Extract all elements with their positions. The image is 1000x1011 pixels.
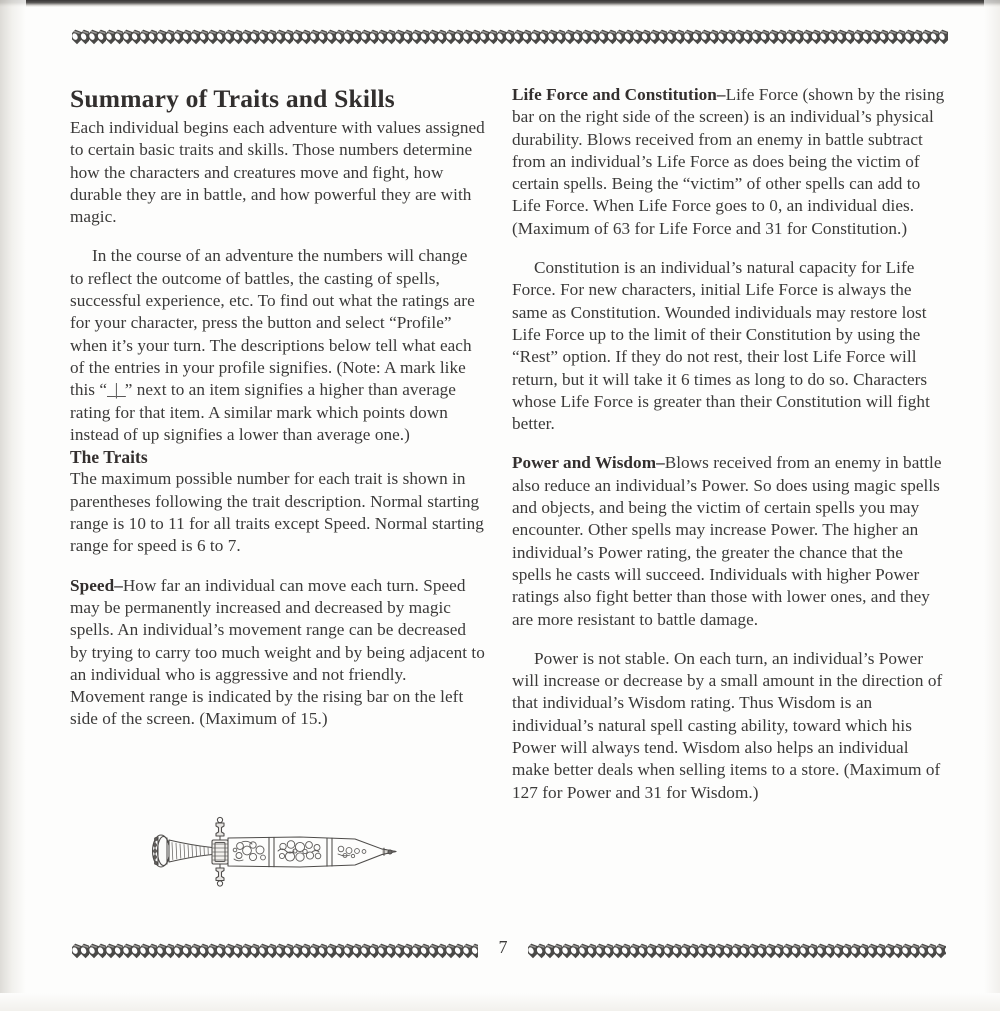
speed-paragraph bbox=[70, 575, 485, 731]
scan-right-shadow-artifact bbox=[984, 0, 1000, 1011]
power-paragraph bbox=[512, 452, 946, 630]
traits-paragraph: The maximum possible number for each trait is shown in parentheses following the trait description. Normal starting range is 10 to 11 for all traits except Speed. Normal starting range for speed is 6 to 7. bbox=[70, 469, 484, 556]
profile-paragraph-part-two: ” next to an item signifies a higher than average rating for that item. A similar mark which points down instead of up signifies a lower than average one.) bbox=[70, 380, 456, 444]
page-title: Summary of Traits and Skills bbox=[70, 84, 395, 113]
life-force-lead-in: Life Force and Constitution bbox=[512, 85, 717, 104]
power-dash: – bbox=[656, 453, 665, 473]
wisdom-paragraph: Power is not stable. On each turn, an individual’s Power will increase or decrease by a small amount in the direction of that individual’s Wisdom rating. Thus Wisdom is an individual’s natural spell casting ability, toward which his Power will always tend. Wisdom also helps an individual make better deals when selling items to a store. (Maximum of 127 for Power and 31 for Wisdom.) bbox=[512, 648, 943, 802]
speed-dash: – bbox=[114, 575, 123, 595]
constitution-paragraph: Constitution is an individual’s natural capacity for Life Force. For new characters, initial Life Force is always the same as Constitution. Wounded individuals may restore lost Life Force up to the limit of their Constitution by using the “Rest” option. If they do not rest, their lost Life Force will return, but it will take it 6 times as long to do so. Characters whose Life Force is greater than their Constitution will fight better. bbox=[512, 258, 930, 434]
higher-than-average-rating-mark: _|_ bbox=[107, 380, 125, 400]
speed-lead-in: Speed bbox=[70, 575, 115, 595]
bottom-right-chain-rule-ornament bbox=[528, 940, 946, 961]
scan-left-shadow-artifact bbox=[0, 0, 26, 1011]
profile-paragraph-part-one: In the course of an adventure the numbers will change to reflect the outcome of battles, the casting of spells, successful experience, etc. To find out what the ratings are for your character, press the button and select “Profile” when it’s your turn. The descriptions below tell what each of the entries in your profile signifies. (Note: A mark like this “ bbox=[70, 246, 475, 400]
right-text-column bbox=[512, 84, 946, 804]
intro-paragraph: Each individual begins each adventure with values assigned to certain basic traits and skills. Those numbers determine how the characters and creatures move and fight, how durable they are in battle, and how powerful they are with magic. bbox=[70, 118, 485, 227]
life-force-dash: – bbox=[716, 85, 726, 104]
the-traits-heading: The Traits bbox=[70, 447, 148, 468]
left-text-column bbox=[70, 84, 485, 731]
power-body-text: Blows received from an enemy in battle also reduce an individual’s Power. So does using magic spells and objects, and being the victim of certain spells you may encounter. Other spells may increase Power. The higher an individual’s Power rating, the greater the chance that the spells he casts will succeed. Individuals with higher Power ratings also fight better than those with lower ones, and they are more resistant to battle damage. bbox=[512, 453, 942, 629]
page-number: 7 bbox=[498, 937, 508, 957]
power-lead-in: Power and Wisdom bbox=[512, 453, 657, 473]
speed-body-text: How far an individual can move each turn. Speed may be permanently increased and decreased by magic spells. An individual’s movement range can be decreased by trying to carry too much weight and by being adjacent to an individual who is aggressive and not friendly. Movement range is indicated by the rising bar on the left side of the screen. (Maximum of 15.) bbox=[70, 575, 485, 729]
profile-paragraph bbox=[70, 245, 485, 446]
scan-bottom-shadow-artifact bbox=[0, 993, 1000, 1011]
bottom-left-chain-rule-ornament bbox=[72, 940, 478, 961]
top-chain-rule-ornament bbox=[72, 26, 948, 47]
life-force-paragraph bbox=[512, 84, 946, 240]
life-force-body-text: Life Force (shown by the rising bar on the right side of the screen) is an individual’s physical durability. Blows received from an enemy in battle subtract from an individual’s Life Force as does being the victim of certain spells. Being the “victim” of other spells can add to Life Force. When Life Force goes to 0, an individual dies. (Maximum of 63 for Life Force and 31 for Constitution.) bbox=[512, 85, 945, 238]
dagger-illustration bbox=[150, 812, 410, 892]
scan-top-edge-artifact bbox=[0, 0, 1000, 7]
